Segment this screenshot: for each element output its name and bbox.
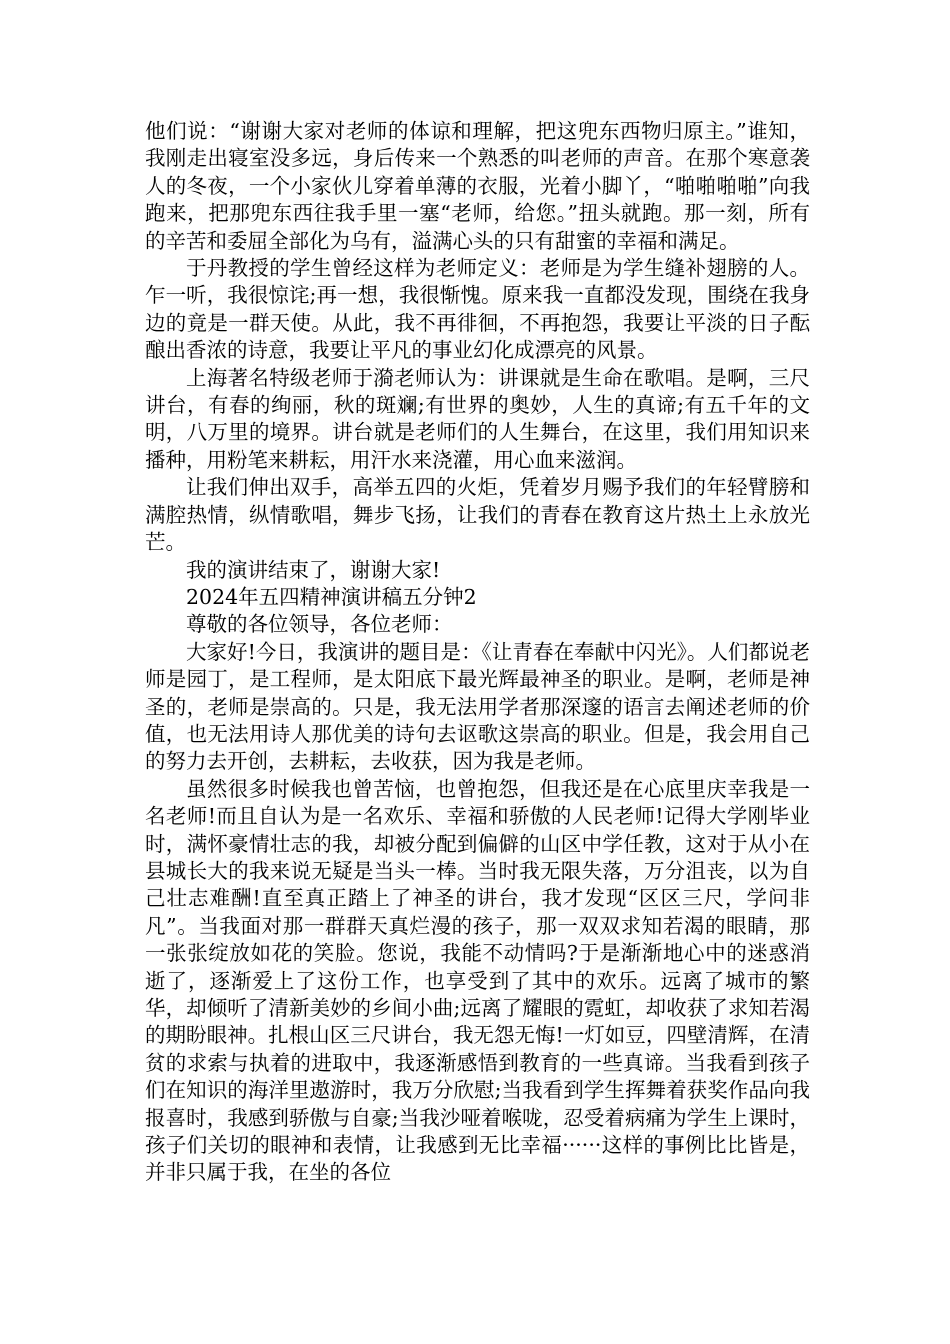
- paragraph-3: 上海著名特级老师于漪老师认为：讲课就是生命在歌唱。是啊，三尺讲台，有春的绚丽，秋的斑斓;有世界的奥妙，人生的真谛;有五千年的文明，八万里的境界。讲台就是老师们的人生舞台，在这里，我们用知识来播种，用粉笔来耕耘，用汗水来浇灌，用心血来滋润。: [145, 365, 810, 472]
- salutation: 尊敬的各位领导，各位老师：: [186, 612, 453, 637]
- section-title: 2024年五四精神演讲稿五分钟2: [186, 584, 477, 609]
- paragraph-8: 大家好!今日，我演讲的题目是：《让青春在奉献中闪光》。人们都说老师是园丁，是工程师，是太阳底下最光辉最神圣的职业。是啊，老师是神圣的，老师是崇高的。只是，我无法用学者那深邃的语言去阐述老师的价值，也无法用诗人那优美的诗句去讴歌这崇高的职业。但是，我会用自己的努力去开创，去耕耘，去收获，因为我是老师。: [145, 639, 810, 774]
- paragraph-9: 虽然很多时候我也曾苦恼，也曾抱怨，但我还是在心底里庆幸我是一名老师!而且自认为是一名欢乐、幸福和骄傲的人民老师!记得大学刚毕业时，满怀豪情壮志的我，却被分配到偏僻的山区中学任教，这对于从小在县城长大的我来说无疑是当头一棒。当时我无限失落，万分沮丧，以为自己壮志难酬!直至真正踏上了神圣的讲台，我才发现“区区三尺，学问非凡”。当我面对那一群群天真烂漫的孩子，那一双双求知若渴的眼睛，那一张张绽放如花的笑脸。您说，我能不动情吗?于是渐渐地心中的迷惑消逝了，逐渐爱上了这份工作，也享受到了其中的欢乐。远离了城市的繁华，却倾听了清新美妙的乡间小曲;远离了耀眼的霓虹，却收获了求知若渴的期盼眼神。扎根山区三尺讲台，我无怨无悔!一灯如豆，四壁清辉，在清贫的求索与执着的进取中，我逐渐感悟到教育的一些真谛。当我看到孩子们在知识的海洋里遨游时，我万分欣慰;当我看到学生挥舞着获奖作品向我报喜时，我感到骄傲与自豪;当我沙哑着喉咙，忍受着病痛为学生上课时，孩子们关切的眼神和表情，让我感到无比幸福······这样的事例比比皆是，并非只属于我，在坐的各位: [145, 776, 810, 1185]
- document-body: [145, 118, 810, 1187]
- closing-line: 我的演讲结束了，谢谢大家!: [186, 557, 441, 582]
- paragraph-4: 让我们伸出双手，高举五四的火炬，凭着岁月赐予我们的年轻臂膀和满腔热情，纵情歌唱，舞步飞扬，让我们的青春在教育这片热土上永放光芒。: [145, 475, 810, 555]
- paragraph-2: 于丹教授的学生曾经这样为老师定义：老师是为学生缝补翅膀的人。乍一听，我很惊诧;再一想，我很惭愧。原来我一直都没发现，围绕在我身边的竟是一群天使。从此，我不再徘徊，不再抱怨，我要让平淡的日子酝酿出香浓的诗意，我要让平凡的事业幻化成漂亮的风景。: [145, 256, 810, 363]
- paragraph-1: 他们说：“谢谢大家对老师的体谅和理解，把这兜东西物归原主。”谁知，我刚走出寝室没多远，身后传来一个熟悉的叫老师的声音。在那个寒意袭人的冬夜，一个小家伙儿穿着单薄的衣服，光着小脚丫，“啪啪啪啪”向我跑来，把那兜东西往我手里一塞“老师，给您。”扭头就跑。那一刻，所有的辛苦和委屈全部化为乌有，溢满心头的只有甜蜜的幸福和满足。: [145, 119, 810, 253]
